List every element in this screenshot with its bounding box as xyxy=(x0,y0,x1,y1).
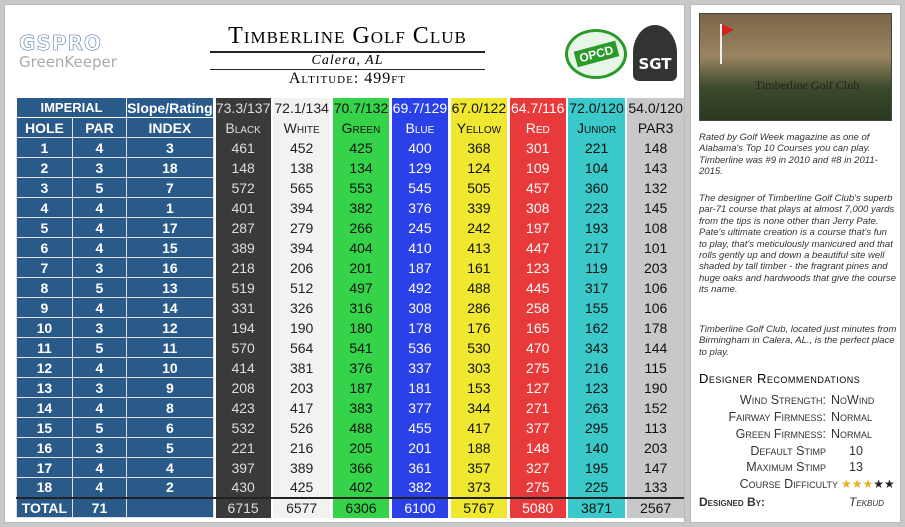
yardage-white: 190 xyxy=(273,318,330,338)
table-row xyxy=(17,218,685,238)
par-value: 5 xyxy=(72,178,126,198)
tee-blue: Blue xyxy=(392,118,449,138)
par-value: 5 xyxy=(72,278,126,298)
course-city: Calera, AL xyxy=(210,53,485,70)
hole-number: 13 xyxy=(17,378,73,398)
yardage-junior: 119 xyxy=(568,258,625,278)
table-row xyxy=(17,278,685,298)
hole-number: 1 xyxy=(17,138,73,158)
yardage-red: 127 xyxy=(510,378,566,398)
hole-number: 11 xyxy=(17,338,73,358)
yardage-yellow: 303 xyxy=(451,358,508,378)
yardage-junior: 193 xyxy=(568,218,625,238)
yardage-junior: 343 xyxy=(568,338,625,358)
table-row xyxy=(17,158,685,178)
yardage-par3: 2567 xyxy=(627,498,684,518)
yardage-blue: 129 xyxy=(392,158,449,178)
yardage-white: 381 xyxy=(273,358,330,378)
yardage-par3: 115 xyxy=(627,358,684,378)
yardage-green: 266 xyxy=(333,218,390,238)
yardage-blue: 455 xyxy=(392,418,449,438)
yardage-par3: 178 xyxy=(627,318,684,338)
yardage-black: 6715 xyxy=(216,498,271,518)
yardage-red: 457 xyxy=(510,178,566,198)
yardage-yellow: 339 xyxy=(451,198,508,218)
index-value: 12 xyxy=(127,318,214,338)
index-value: 2 xyxy=(127,478,214,498)
table-row xyxy=(17,478,685,498)
rating-junior: 72.0/120 xyxy=(569,99,624,116)
table-row xyxy=(17,378,685,398)
sgt-badge-icon xyxy=(633,25,677,81)
hole-number: 6 xyxy=(17,238,73,258)
yardage-red: 308 xyxy=(510,198,566,218)
table-row xyxy=(17,198,685,218)
designed-by-value: Tekbud xyxy=(849,495,884,509)
yardage-green: 376 xyxy=(333,358,390,378)
table-row xyxy=(17,258,685,278)
info-panel xyxy=(690,4,901,523)
rating-blue: 69.7/129 xyxy=(392,99,448,116)
yardage-junior: 104 xyxy=(568,158,625,178)
par-value: 4 xyxy=(72,218,126,238)
yardage-yellow: 357 xyxy=(451,458,508,478)
tee-black: Black xyxy=(216,118,271,138)
yardage-par3: 148 xyxy=(627,138,684,158)
yardage-yellow: 161 xyxy=(451,258,508,278)
logo-line1: GSPRO xyxy=(19,31,102,55)
index-value xyxy=(127,498,214,518)
yardage-blue: 377 xyxy=(392,398,449,418)
yardage-black: 218 xyxy=(216,258,271,278)
hole-number: 12 xyxy=(17,358,73,378)
hole-number: 5 xyxy=(17,218,73,238)
rating-black: 73.3/137 xyxy=(215,99,271,116)
yardage-par3: 133 xyxy=(627,478,684,498)
yardage-yellow: 5767 xyxy=(451,498,508,518)
index-value: 17 xyxy=(127,218,214,238)
yardage-red: 447 xyxy=(510,238,566,258)
yardage-red: 148 xyxy=(510,438,566,458)
yardage-green: 382 xyxy=(333,198,390,218)
hole-number: 8 xyxy=(17,278,73,298)
par-value: 3 xyxy=(72,318,126,338)
index-value: 15 xyxy=(127,238,214,258)
par-value: 4 xyxy=(72,358,126,378)
yardage-black: 397 xyxy=(216,458,271,478)
yardage-black: 331 xyxy=(216,298,271,318)
tee-junior: Junior xyxy=(568,118,625,138)
fairway-firmness-value: Normal xyxy=(831,410,873,424)
yardage-par3: 132 xyxy=(627,178,684,198)
green-firmness-value: Normal xyxy=(831,427,873,441)
yardage-par3: 203 xyxy=(627,258,684,278)
yardage-junior: 216 xyxy=(568,358,625,378)
yardage-black: 221 xyxy=(216,438,271,458)
gspro-logo xyxy=(19,31,117,71)
tee-par3: PAR3 xyxy=(627,118,684,138)
yardage-white: 526 xyxy=(273,418,330,438)
yardage-green: 404 xyxy=(333,238,390,258)
yardage-yellow: 505 xyxy=(451,178,508,198)
fairway-firmness-key: Fairway Firmness: xyxy=(728,410,826,424)
yardage-black: 194 xyxy=(216,318,271,338)
yardage-green: 553 xyxy=(333,178,390,198)
yardage-yellow: 124 xyxy=(451,158,508,178)
description-para-3: Timberline Golf Club, located just minutes from Birmingham in Calera, AL., is the perfect place to play. xyxy=(699,324,897,358)
index-value: 10 xyxy=(127,358,214,378)
index-value: 6 xyxy=(127,418,214,438)
par-value: 3 xyxy=(72,258,126,278)
yardage-green: 383 xyxy=(333,398,390,418)
yardage-black: 532 xyxy=(216,418,271,438)
par-value: 4 xyxy=(72,138,126,158)
yardage-red: 197 xyxy=(510,218,566,238)
yardage-yellow: 417 xyxy=(451,418,508,438)
yardage-blue: 178 xyxy=(392,318,449,338)
tee-green: Green xyxy=(333,118,390,138)
yardage-par3: 113 xyxy=(627,418,684,438)
yardage-black: 570 xyxy=(216,338,271,358)
yardage-red: 327 xyxy=(510,458,566,478)
yardage-blue: 361 xyxy=(392,458,449,478)
index-value: 4 xyxy=(127,458,214,478)
yardage-blue: 545 xyxy=(392,178,449,198)
yardage-red: 165 xyxy=(510,318,566,338)
designer-rec-heading: Designer Recommendations xyxy=(699,371,861,386)
rating-yellow: 67.0/122 xyxy=(451,99,507,116)
yardage-junior: 295 xyxy=(568,418,625,438)
photo-caption: Timberline Golf Club xyxy=(755,78,860,92)
rating-white: 72.1/134 xyxy=(274,99,329,116)
yardage-white: 417 xyxy=(273,398,330,418)
par-value: 3 xyxy=(72,378,126,398)
yardage-blue: 376 xyxy=(392,198,449,218)
table-row xyxy=(17,138,685,158)
yardage-blue: 245 xyxy=(392,218,449,238)
rating-green: 70.7/132 xyxy=(333,99,389,116)
yardage-blue: 400 xyxy=(392,138,449,158)
course-title: Timberline Golf Club xyxy=(210,23,485,53)
column-header-row xyxy=(17,118,685,138)
course-title-block xyxy=(210,23,485,88)
yardage-junior: 162 xyxy=(568,318,625,338)
yardage-blue: 181 xyxy=(392,378,449,398)
yardage-red: 109 xyxy=(510,158,566,178)
tee-yellow: Yellow xyxy=(451,118,508,138)
par-value: 71 xyxy=(72,498,126,518)
yardage-black: 148 xyxy=(216,158,271,178)
yardage-white: 326 xyxy=(273,298,330,318)
yardage-par3: 143 xyxy=(627,158,684,178)
yardage-par3: 108 xyxy=(627,218,684,238)
yardage-red: 275 xyxy=(510,478,566,498)
par-value: 4 xyxy=(72,398,126,418)
yardage-green: 402 xyxy=(333,478,390,498)
table-row xyxy=(17,238,685,258)
yardage-green: 541 xyxy=(333,338,390,358)
yardage-par3: 145 xyxy=(627,198,684,218)
yardage-par3: 152 xyxy=(627,398,684,418)
yardage-junior: 360 xyxy=(568,178,625,198)
yardage-yellow: 176 xyxy=(451,318,508,338)
index-value: 3 xyxy=(127,138,214,158)
yardage-junior: 317 xyxy=(568,278,625,298)
yardage-white: 6577 xyxy=(273,498,330,518)
index-value: 8 xyxy=(127,398,214,418)
hole-number: 14 xyxy=(17,398,73,418)
index-value: 9 xyxy=(127,378,214,398)
rating-red: 64.7/116 xyxy=(510,99,565,116)
yardage-red: 377 xyxy=(510,418,566,438)
par-value: 4 xyxy=(72,458,126,478)
yardage-white: 512 xyxy=(273,278,330,298)
table-row xyxy=(17,438,685,458)
yardage-white: 216 xyxy=(273,438,330,458)
course-photo xyxy=(699,13,892,121)
yardage-yellow: 368 xyxy=(451,138,508,158)
yardage-yellow: 373 xyxy=(451,478,508,498)
yardage-junior: 225 xyxy=(568,478,625,498)
yardage-black: 461 xyxy=(216,138,271,158)
scorecard-panel xyxy=(4,4,685,523)
yardage-green: 205 xyxy=(333,438,390,458)
yardage-red: 275 xyxy=(510,358,566,378)
yardage-white: 452 xyxy=(273,138,330,158)
header-col_par: PAR xyxy=(72,118,126,138)
yardage-white: 394 xyxy=(273,238,330,258)
yardage-par3: 106 xyxy=(627,298,684,318)
table-row xyxy=(17,318,685,338)
index-value: 16 xyxy=(127,258,214,278)
yardage-blue: 201 xyxy=(392,438,449,458)
yardage-white: 389 xyxy=(273,458,330,478)
yardage-green: 201 xyxy=(333,258,390,278)
yardage-junior: 195 xyxy=(568,458,625,478)
par-value: 4 xyxy=(72,298,126,318)
yardage-par3: 101 xyxy=(627,238,684,258)
default-stimp-value: 10 xyxy=(849,444,863,458)
yardage-green: 187 xyxy=(333,378,390,398)
yardage-yellow: 153 xyxy=(451,378,508,398)
opcd-badge-text: OPCD xyxy=(573,41,618,67)
opcd-badge-icon xyxy=(565,29,627,79)
yardage-yellow: 188 xyxy=(451,438,508,458)
hole-number: 2 xyxy=(17,158,73,178)
header-col_index: INDEX xyxy=(127,118,214,138)
yardage-white: 564 xyxy=(273,338,330,358)
index-value: 18 xyxy=(127,158,214,178)
yardage-black: 572 xyxy=(216,178,271,198)
yardage-yellow: 286 xyxy=(451,298,508,318)
yardage-blue: 187 xyxy=(392,258,449,278)
table-row xyxy=(17,418,685,438)
yardage-white: 425 xyxy=(273,478,330,498)
yardage-blue: 410 xyxy=(392,238,449,258)
slope-rating-label: Slope/Rating xyxy=(127,99,213,116)
yardage-black: 414 xyxy=(216,358,271,378)
yardage-green: 180 xyxy=(333,318,390,338)
yardage-white: 394 xyxy=(273,198,330,218)
header-col_hole: HOLE xyxy=(17,118,73,138)
yardage-blue: 382 xyxy=(392,478,449,498)
yardage-red: 5080 xyxy=(510,498,566,518)
par-value: 3 xyxy=(72,158,126,178)
flag-icon xyxy=(720,24,722,64)
yardage-junior: 123 xyxy=(568,378,625,398)
yardage-junior: 221 xyxy=(568,138,625,158)
hole-number: 15 xyxy=(17,418,73,438)
yardage-red: 301 xyxy=(510,138,566,158)
sgt-badge-text: SGT xyxy=(638,55,672,73)
description-para-2: The designer of Timberline Golf Club's superb par-71 course that plays at almost 7,000 yards from the tips is none other than Jerry Pate. Pate's ultimate creation is a course that's fun to play, that's meticulously manicured and that rolls gently up and down a beautiful site well shaded by tall timber - the fragrant pines and huge oaks and hardwoods that give the course its name. xyxy=(699,193,896,296)
yardage-junior: 155 xyxy=(568,298,625,318)
yardage-black: 389 xyxy=(216,238,271,258)
par-value: 3 xyxy=(72,438,126,458)
course-difficulty-key: Course Difficulty xyxy=(739,477,838,491)
yardage-red: 470 xyxy=(510,338,566,358)
yardage-yellow: 242 xyxy=(451,218,508,238)
imperial-label: IMPERIAL xyxy=(17,98,127,118)
yardage-green: 488 xyxy=(333,418,390,438)
hole-number: 3 xyxy=(17,178,73,198)
par-value: 4 xyxy=(72,198,126,218)
designed-by-key: Designed By: xyxy=(699,495,766,509)
yardage-yellow: 530 xyxy=(451,338,508,358)
difficulty-stars-icon: ★★★★★ xyxy=(841,477,895,491)
yardage-par3: 203 xyxy=(627,438,684,458)
hole-number: 10 xyxy=(17,318,73,338)
yardage-green: 366 xyxy=(333,458,390,478)
yardage-par3: 144 xyxy=(627,338,684,358)
index-value: 1 xyxy=(127,198,214,218)
yardage-green: 316 xyxy=(333,298,390,318)
yardage-white: 138 xyxy=(273,158,330,178)
maximum-stimp-value: 13 xyxy=(849,460,863,474)
yardage-black: 430 xyxy=(216,478,271,498)
index-value: 11 xyxy=(127,338,214,358)
table-row xyxy=(17,298,685,318)
par-value: 5 xyxy=(72,338,126,358)
hole-number: 16 xyxy=(17,438,73,458)
table-row xyxy=(17,178,685,198)
index-value: 14 xyxy=(127,298,214,318)
yardage-red: 258 xyxy=(510,298,566,318)
default-stimp-key: Default Stimp xyxy=(750,444,826,458)
yardage-blue: 536 xyxy=(392,338,449,358)
index-value: 7 xyxy=(127,178,214,198)
scorecard-table xyxy=(16,97,684,518)
yardage-black: 208 xyxy=(216,378,271,398)
yardage-green: 134 xyxy=(333,158,390,178)
hole-number: 9 xyxy=(17,298,73,318)
yardage-yellow: 344 xyxy=(451,398,508,418)
hole-number: 18 xyxy=(17,478,73,498)
table-row xyxy=(17,338,685,358)
maximum-stimp-key: Maximum Stimp xyxy=(746,460,826,474)
yardage-green: 425 xyxy=(333,138,390,158)
yardage-black: 287 xyxy=(216,218,271,238)
hole-number: 4 xyxy=(17,198,73,218)
total-row xyxy=(17,498,685,518)
yardage-junior: 263 xyxy=(568,398,625,418)
table-row xyxy=(17,358,685,378)
yardage-black: 519 xyxy=(216,278,271,298)
yardage-yellow: 413 xyxy=(451,238,508,258)
description-para-1: Rated by Golf Week magazine as one of Alabama's Top 10 Courses you can play. Timberline was #9 in 2010 and #8 in 2011-2015. xyxy=(699,132,878,178)
yardage-junior: 140 xyxy=(568,438,625,458)
yardage-white: 206 xyxy=(273,258,330,278)
tee-red: Red xyxy=(510,118,566,138)
yardage-blue: 492 xyxy=(392,278,449,298)
rating-row xyxy=(17,98,685,118)
yardage-red: 123 xyxy=(510,258,566,278)
wind-strength-value: NoWind xyxy=(831,393,875,407)
tee-white: White xyxy=(273,118,330,138)
yardage-red: 271 xyxy=(510,398,566,418)
table-row xyxy=(17,458,685,478)
yardage-junior: 217 xyxy=(568,238,625,258)
hole-number: 17 xyxy=(17,458,73,478)
table-row xyxy=(17,398,685,418)
yardage-black: 423 xyxy=(216,398,271,418)
green-firmness-key: Green Firmness: xyxy=(735,427,826,441)
yardage-blue: 6100 xyxy=(392,498,449,518)
yardage-blue: 308 xyxy=(392,298,449,318)
yardage-junior: 223 xyxy=(568,198,625,218)
par-value: 4 xyxy=(72,478,126,498)
yardage-blue: 337 xyxy=(392,358,449,378)
yardage-green: 6306 xyxy=(333,498,390,518)
rating-par3: 54.0/120 xyxy=(628,99,683,116)
yardage-white: 279 xyxy=(273,218,330,238)
hole-number: 7 xyxy=(17,258,73,278)
yardage-par3: 147 xyxy=(627,458,684,478)
yardage-green: 497 xyxy=(333,278,390,298)
logo-line2: GreenKeeper xyxy=(19,53,117,71)
wind-strength-key: Wind Strength: xyxy=(739,393,826,407)
par-value: 4 xyxy=(72,238,126,258)
yardage-par3: 106 xyxy=(627,278,684,298)
index-value: 5 xyxy=(127,438,214,458)
yardage-white: 203 xyxy=(273,378,330,398)
yardage-par3: 190 xyxy=(627,378,684,398)
course-altitude: Altitude: 499ft xyxy=(288,70,407,87)
yardage-yellow: 488 xyxy=(451,278,508,298)
yardage-red: 445 xyxy=(510,278,566,298)
hole-number: TOTAL xyxy=(17,498,73,518)
yardage-white: 565 xyxy=(273,178,330,198)
index-value: 13 xyxy=(127,278,214,298)
par-value: 5 xyxy=(72,418,126,438)
yardage-junior: 3871 xyxy=(568,498,625,518)
yardage-black: 401 xyxy=(216,198,271,218)
